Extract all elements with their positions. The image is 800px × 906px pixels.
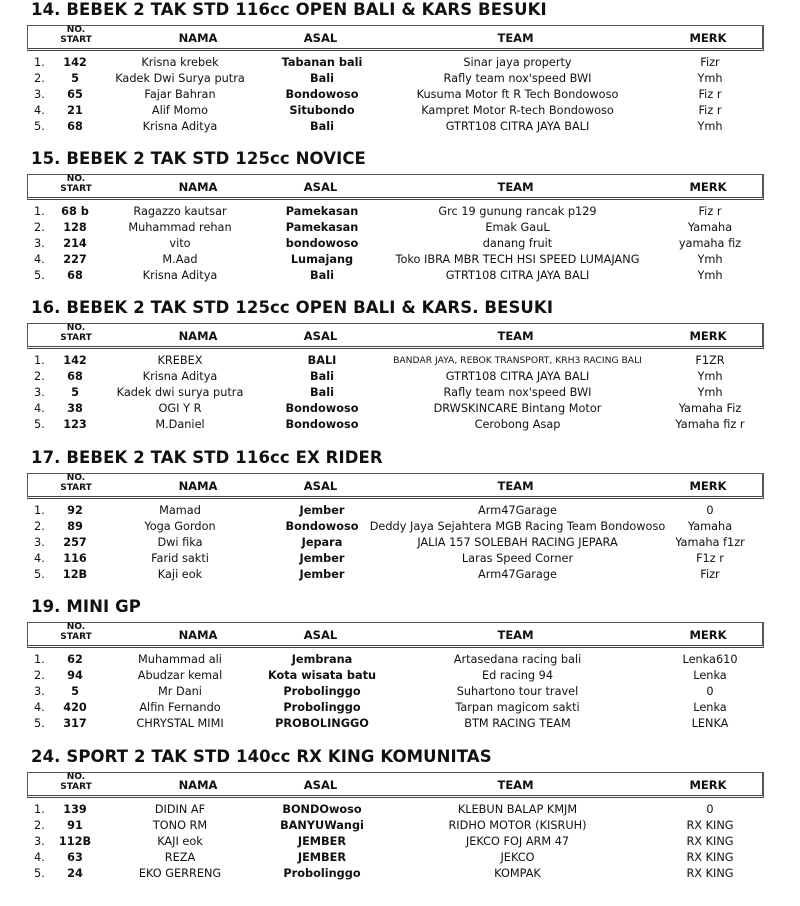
header-no-start: [46, 622, 106, 642]
table-row: [0, 401, 800, 417]
cell-origin: JEMBER: [297, 851, 347, 864]
header-nama: NAMA: [178, 778, 218, 792]
cell-name: Krisna Aditya: [142, 120, 218, 133]
header-no-start-line1: NO.: [66, 473, 86, 483]
cell-team: BTM RACING TEAM: [464, 717, 571, 730]
cell-start-number: 142: [63, 354, 87, 367]
cell-name: Mr Dani: [158, 685, 202, 698]
table-header: [27, 174, 764, 200]
table-row: [0, 369, 800, 385]
cell-start-number: 214: [63, 237, 87, 250]
cell-brand: Fizr: [700, 568, 720, 581]
cell-name: Yoga Gordon: [144, 520, 216, 533]
cell-start-number: 5: [71, 386, 79, 399]
cell-brand: Ymh: [697, 253, 723, 266]
header-asal: ASAL: [303, 778, 338, 792]
cell-name: Dwi fika: [157, 536, 203, 549]
cell-position: 2.: [34, 370, 45, 383]
cell-brand: Fiz r: [698, 88, 722, 101]
cell-brand: 0: [706, 803, 714, 816]
header-no-start: [46, 174, 106, 194]
header-team: TEAM: [497, 778, 534, 792]
cell-brand: Fiz r: [698, 205, 722, 218]
header-nama: NAMA: [178, 180, 218, 194]
table-header: [27, 772, 764, 798]
cell-name: CHRYSTAL MIMI: [136, 717, 224, 730]
cell-start-number: 91: [67, 819, 83, 832]
cell-origin: Jember: [299, 568, 345, 581]
cell-team: GTRT108 CITRA JAYA BALI: [445, 370, 590, 383]
header-team: TEAM: [497, 31, 534, 45]
table-row: [0, 71, 800, 87]
header-asal: ASAL: [303, 628, 338, 642]
cell-position: 1.: [34, 803, 45, 816]
cell-origin: BANYUWangi: [280, 819, 364, 832]
cell-brand: Lenka: [693, 669, 727, 682]
cell-name: KREBEX: [157, 354, 203, 367]
header-no-start-line2: START: [60, 35, 92, 45]
table-row: [0, 503, 800, 519]
cell-brand: Lenka610: [682, 653, 738, 666]
cell-brand: 0: [706, 685, 714, 698]
cell-name: REZA: [164, 851, 196, 864]
section-title: 17. BEBEK 2 TAK STD 116cc EX RIDER: [31, 448, 383, 467]
cell-team: Kusuma Motor ft R Tech Bondowoso: [416, 88, 619, 101]
cell-origin: Bali: [310, 120, 334, 133]
cell-name: M.Daniel: [155, 418, 205, 431]
cell-name: Krisna krebek: [141, 56, 219, 69]
cell-position: 5.: [34, 269, 45, 282]
table-row: [0, 535, 800, 551]
table-row: [0, 103, 800, 119]
cell-start-number: 420: [63, 701, 87, 714]
cell-start-number: 68 b: [61, 205, 89, 218]
cell-position: 3.: [34, 536, 45, 549]
cell-position: 5.: [34, 568, 45, 581]
header-nama: NAMA: [178, 628, 218, 642]
cell-team: DRWSKINCARE Bintang Motor: [433, 402, 602, 415]
header-asal: ASAL: [303, 479, 338, 493]
table-body: [0, 652, 800, 732]
header-no-start-line2: START: [60, 184, 92, 194]
cell-origin: Pamekasan: [285, 205, 359, 218]
cell-origin: Probolinggo: [283, 685, 361, 698]
cell-brand: LENKA: [691, 717, 729, 730]
table-body: [0, 55, 800, 135]
cell-team: JEKCO: [500, 851, 535, 864]
header-team: TEAM: [497, 628, 534, 642]
header-no-start-line1: NO.: [66, 622, 86, 632]
header-nama: NAMA: [178, 329, 218, 343]
cell-start-number: 139: [63, 803, 87, 816]
cell-team: Suhartono tour travel: [456, 685, 579, 698]
cell-position: 5.: [34, 717, 45, 730]
header-merk: MERK: [689, 778, 727, 792]
cell-position: 3.: [34, 685, 45, 698]
table-row: [0, 204, 800, 220]
cell-brand: Yamaha Fiz: [678, 402, 742, 415]
cell-origin: JEMBER: [297, 835, 347, 848]
cell-position: 4.: [34, 402, 45, 415]
header-no-start-line1: NO.: [66, 323, 86, 333]
table-row: [0, 252, 800, 268]
cell-name: Muhammad ali: [138, 653, 222, 666]
cell-name: Alif Momo: [151, 104, 209, 117]
header-nama: NAMA: [178, 479, 218, 493]
cell-team: Emak GauL: [485, 221, 550, 234]
cell-start-number: 38: [67, 402, 83, 415]
cell-start-number: 63: [67, 851, 83, 864]
cell-start-number: 5: [71, 685, 79, 698]
table-body: [0, 503, 800, 583]
cell-name: Kadek dwi surya putra: [116, 386, 244, 399]
table-row: [0, 236, 800, 252]
table-body: [0, 353, 800, 433]
cell-brand: Ymh: [697, 269, 723, 282]
cell-origin: Bondowoso: [285, 418, 359, 431]
cell-position: 1.: [34, 354, 45, 367]
cell-origin: PROBOLINGGO: [275, 717, 369, 730]
cell-origin: Bondowoso: [285, 88, 359, 101]
cell-start-number: 5: [71, 72, 79, 85]
cell-name: Krisna Aditya: [142, 269, 218, 282]
table-row: [0, 417, 800, 433]
cell-origin: Probolinggo: [283, 701, 361, 714]
cell-start-number: 68: [67, 269, 83, 282]
cell-origin: BALI: [307, 354, 337, 367]
cell-brand: Ymh: [697, 120, 723, 133]
cell-name: Mamad: [159, 504, 201, 517]
table-body: [0, 204, 800, 284]
cell-origin: Bali: [310, 386, 334, 399]
cell-origin: Bondowoso: [285, 520, 359, 533]
cell-brand: Yamaha: [687, 520, 733, 533]
cell-brand: Ymh: [697, 370, 723, 383]
cell-position: 2.: [34, 520, 45, 533]
header-asal: ASAL: [303, 329, 338, 343]
cell-origin: Bali: [310, 370, 334, 383]
section-title: 15. BEBEK 2 TAK STD 125cc NOVICE: [31, 149, 366, 168]
header-no-start-line2: START: [60, 483, 92, 493]
table-row: [0, 818, 800, 834]
header-team: TEAM: [497, 180, 534, 194]
cell-start-number: 65: [67, 88, 83, 101]
cell-team: Toko IBRA MBR TECH HSI SPEED LUMAJANG: [395, 253, 640, 266]
header-nama: NAMA: [178, 31, 218, 45]
cell-start-number: 112B: [58, 835, 92, 848]
header-no-start: [46, 473, 106, 493]
cell-team: BANDAR JAYA, REBOK TRANSPORT, KRH3 RACING BALI: [393, 355, 642, 366]
cell-position: 5.: [34, 418, 45, 431]
cell-position: 3.: [34, 88, 45, 101]
section-title: 14. BEBEK 2 TAK STD 116cc OPEN BALI & KARS BESUKI: [31, 0, 547, 19]
cell-position: 2.: [34, 819, 45, 832]
cell-name: Farid sakti: [151, 552, 209, 565]
cell-brand: Yamaha f1zr: [675, 536, 745, 549]
table-row: [0, 684, 800, 700]
cell-position: 4.: [34, 253, 45, 266]
table-header: [27, 622, 764, 648]
cell-brand: F1z r: [696, 552, 724, 565]
header-asal: ASAL: [303, 31, 338, 45]
header-no-start-line1: NO.: [66, 772, 86, 782]
table-row: [0, 866, 800, 882]
cell-name: Fajar Bahran: [144, 88, 216, 101]
cell-name: Muhammad rehan: [128, 221, 232, 234]
cell-brand: Yamaha: [687, 221, 733, 234]
cell-name: vito: [169, 237, 191, 250]
cell-team: RIDHO MOTOR (KISRUH): [448, 819, 587, 832]
cell-start-number: 128: [63, 221, 87, 234]
section-title: 24. SPORT 2 TAK STD 140cc RX KING KOMUNITAS: [31, 747, 492, 766]
cell-team: KOMPAK: [494, 867, 541, 880]
cell-origin: Jember: [299, 504, 345, 517]
cell-position: 3.: [34, 835, 45, 848]
cell-team: Laras Speed Corner: [461, 552, 574, 565]
cell-position: 1.: [34, 504, 45, 517]
table-row: [0, 220, 800, 236]
header-asal: ASAL: [303, 180, 338, 194]
table-row: [0, 652, 800, 668]
table-row: [0, 87, 800, 103]
cell-start-number: 89: [67, 520, 83, 533]
cell-origin: bondowoso: [285, 237, 359, 250]
cell-start-number: 92: [67, 504, 83, 517]
cell-start-number: 257: [63, 536, 87, 549]
cell-name: Krisna Aditya: [142, 370, 218, 383]
cell-brand: Lenka: [693, 701, 727, 714]
cell-position: 5.: [34, 120, 45, 133]
cell-name: Abudzar kemal: [137, 669, 223, 682]
header-no-start-line2: START: [60, 632, 92, 642]
cell-brand: F1ZR: [695, 354, 725, 367]
table-body: [0, 802, 800, 882]
cell-start-number: 227: [63, 253, 87, 266]
cell-origin: Jepara: [301, 536, 343, 549]
cell-origin: Bali: [310, 72, 334, 85]
cell-position: 5.: [34, 867, 45, 880]
header-no-start: [46, 772, 106, 792]
cell-team: Grc 19 gunung rancak p129: [438, 205, 597, 218]
table-row: [0, 567, 800, 583]
header-no-start: [46, 323, 106, 343]
header-merk: MERK: [689, 329, 727, 343]
header-merk: MERK: [689, 479, 727, 493]
cell-start-number: 123: [63, 418, 87, 431]
cell-start-number: 116: [63, 552, 87, 565]
cell-team: Arm47Garage: [478, 568, 557, 581]
cell-team: Rafly team nox'speed BWI: [443, 72, 592, 85]
cell-position: 1.: [34, 56, 45, 69]
cell-brand: RX KING: [686, 835, 734, 848]
cell-start-number: 21: [67, 104, 83, 117]
cell-brand: RX KING: [686, 851, 734, 864]
cell-team: Ed racing 94: [481, 669, 554, 682]
table-row: [0, 119, 800, 135]
cell-name: Kaji eok: [157, 568, 203, 581]
cell-brand: Ymh: [697, 386, 723, 399]
cell-origin: BONDOwoso: [282, 803, 362, 816]
header-no-start-line1: NO.: [66, 25, 86, 35]
cell-team: Artasedana racing bali: [453, 653, 582, 666]
cell-origin: Jember: [299, 552, 345, 565]
table-row: [0, 268, 800, 284]
cell-brand: Yamaha fiz r: [675, 418, 745, 431]
table-row: [0, 716, 800, 732]
table-header: [27, 473, 764, 499]
table-row: [0, 353, 800, 369]
header-no-start-line2: START: [60, 333, 92, 343]
cell-name: Ragazzo kautsar: [133, 205, 227, 218]
cell-team: Rafly team nox'speed BWI: [443, 386, 592, 399]
cell-name: DIDIN AF: [154, 803, 206, 816]
cell-brand: yamaha fiz: [678, 237, 742, 250]
cell-position: 2.: [34, 72, 45, 85]
cell-name: OGI Y R: [158, 402, 202, 415]
cell-start-number: 94: [67, 669, 83, 682]
table-row: [0, 55, 800, 71]
cell-origin: Probolinggo: [283, 867, 361, 880]
table-header: [27, 323, 764, 349]
cell-team: JEKCO FOJ ARM 47: [465, 835, 570, 848]
cell-brand: Fizr: [700, 56, 720, 69]
cell-start-number: 62: [67, 653, 83, 666]
section-title: 16. BEBEK 2 TAK STD 125cc OPEN BALI & KARS. BESUKI: [31, 298, 554, 317]
cell-start-number: 24: [67, 867, 83, 880]
header-no-start-line1: NO.: [66, 174, 86, 184]
cell-position: 1.: [34, 205, 45, 218]
header-team: TEAM: [497, 329, 534, 343]
cell-team: Deddy Jaya Sejahtera MGB Racing Team Bondowoso: [369, 520, 666, 533]
header-team: TEAM: [497, 479, 534, 493]
cell-team: GTRT108 CITRA JAYA BALI: [445, 120, 590, 133]
cell-position: 2.: [34, 221, 45, 234]
table-row: [0, 802, 800, 818]
cell-origin: Lumajang: [290, 253, 354, 266]
cell-position: 4.: [34, 701, 45, 714]
header-merk: MERK: [689, 31, 727, 45]
cell-position: 2.: [34, 669, 45, 682]
table-row: [0, 385, 800, 401]
cell-brand: Ymh: [697, 72, 723, 85]
cell-brand: 0: [706, 504, 714, 517]
cell-start-number: 142: [63, 56, 87, 69]
cell-name: TONO RM: [152, 819, 208, 832]
cell-team: Arm47Garage: [478, 504, 557, 517]
cell-start-number: 68: [67, 370, 83, 383]
cell-team: GTRT108 CITRA JAYA BALI: [445, 269, 590, 282]
cell-brand: RX KING: [686, 867, 734, 880]
table-row: [0, 519, 800, 535]
cell-team: Tarpan magicom sakti: [455, 701, 580, 714]
cell-start-number: 68: [67, 120, 83, 133]
cell-origin: Bali: [310, 269, 334, 282]
cell-origin: Pamekasan: [285, 221, 359, 234]
table-header: [27, 25, 764, 51]
cell-team: Kampret Motor R-tech Bondowoso: [421, 104, 614, 117]
cell-position: 4.: [34, 851, 45, 864]
section-title: 19. MINI GP: [31, 597, 141, 616]
table-row: [0, 700, 800, 716]
table-row: [0, 668, 800, 684]
cell-team: JALIA 157 SOLEBAH RACING JEPARA: [417, 536, 618, 549]
cell-team: danang fruit: [482, 237, 553, 250]
cell-position: 1.: [34, 653, 45, 666]
cell-position: 3.: [34, 237, 45, 250]
cell-name: Kadek Dwi Surya putra: [115, 72, 245, 85]
cell-name: Alfin Fernando: [139, 701, 221, 714]
cell-team: Sinar jaya property: [463, 56, 572, 69]
cell-origin: Situbondo: [289, 104, 355, 117]
cell-origin: Tabanan bali: [281, 56, 363, 69]
cell-origin: Kota wisata batu: [267, 669, 377, 682]
cell-origin: Bondowoso: [285, 402, 359, 415]
cell-start-number: 317: [63, 717, 87, 730]
table-row: [0, 834, 800, 850]
cell-team: Cerobong Asap: [474, 418, 561, 431]
header-no-start: [46, 25, 106, 45]
header-merk: MERK: [689, 180, 727, 194]
cell-origin: Jembrana: [291, 653, 353, 666]
table-row: [0, 850, 800, 866]
table-row: [0, 551, 800, 567]
cell-name: M.Aad: [162, 253, 198, 266]
cell-position: 4.: [34, 552, 45, 565]
cell-position: 3.: [34, 386, 45, 399]
header-no-start-line2: START: [60, 782, 92, 792]
cell-brand: Fiz r: [698, 104, 722, 117]
cell-start-number: 12B: [62, 568, 88, 581]
cell-position: 4.: [34, 104, 45, 117]
header-merk: MERK: [689, 628, 727, 642]
cell-brand: RX KING: [686, 819, 734, 832]
cell-team: KLEBUN BALAP KMJM: [457, 803, 578, 816]
cell-name: KAJI eok: [157, 835, 203, 848]
cell-name: EKO GERRENG: [138, 867, 222, 880]
